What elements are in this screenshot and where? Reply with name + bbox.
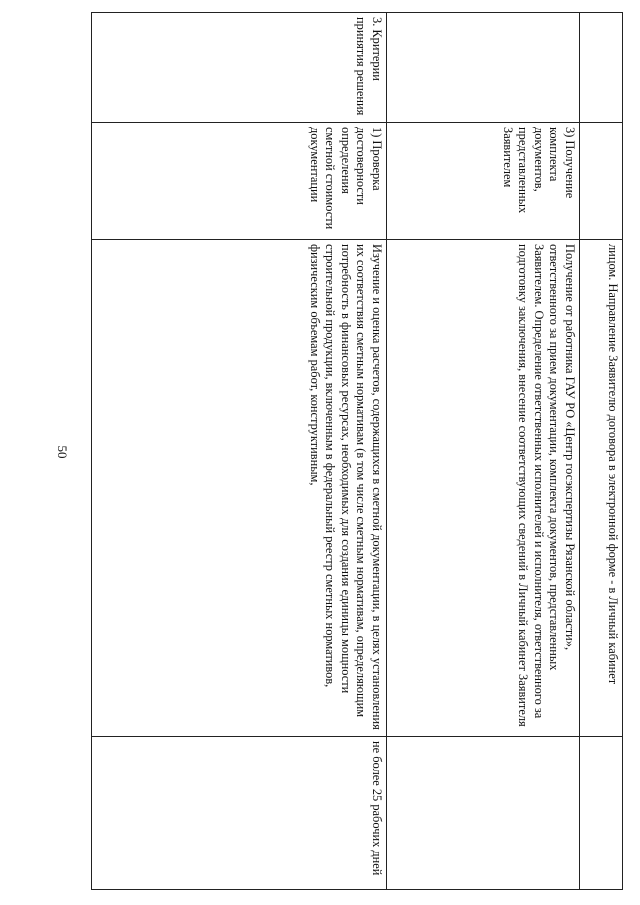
- table-cell: [387, 737, 580, 890]
- table-cell: [92, 13, 387, 123]
- table-cell: [92, 737, 387, 890]
- table-cell: [580, 13, 623, 123]
- cell-text: Изучение и оценка расчетов, содержащихся в сметной документации, в целях установления их соответствия сметным нормативам (в том числе сметным нормативам, определяющим потребность в финансовых ресурсах, необходимых для создания единицы мощности строительной продукции, включенным в федеральный реестр сметных нормативов, физическим объемам работ, конструктивным,: [307, 244, 384, 730]
- cell-text: 1) Проверка достоверности определения сметной стоимости документации: [307, 127, 384, 230]
- table-cell: [387, 13, 580, 123]
- cell-text: Получение от работника ГАУ РО «Центр госэкспертизы Рязанской области», ответственного за прием документации, комплекта документов, представленных Заявителем. Определение ответственных исполнителей и исполнителя, ответственного за подготовку заключения, внесение соответствующих сведений в Личный кабинет Заявителя: [516, 244, 577, 727]
- table-cell: [92, 240, 387, 737]
- cell-text: 3) Получение комплекта документов, представленных Заявителем: [500, 127, 577, 214]
- table-cell: [580, 737, 623, 890]
- cell-text: не более 25 рабочих дней: [370, 741, 384, 876]
- cell-text: лицом. Направление Заявителю договора в электронной форме - в Личный кабинет: [606, 244, 620, 685]
- rotated-table-container: [95, 12, 623, 889]
- procedure-table: [91, 12, 623, 890]
- table-row: [387, 13, 580, 890]
- cell-text: 3. Критерии принятия решения: [354, 17, 384, 116]
- table-cell: [387, 123, 580, 240]
- table-cell: [92, 123, 387, 240]
- table-cell: [580, 240, 623, 737]
- table-row: [92, 13, 387, 890]
- table-cell: [580, 123, 623, 240]
- table-row: [580, 13, 623, 890]
- page-number: 50: [55, 445, 70, 459]
- table-cell: [387, 240, 580, 737]
